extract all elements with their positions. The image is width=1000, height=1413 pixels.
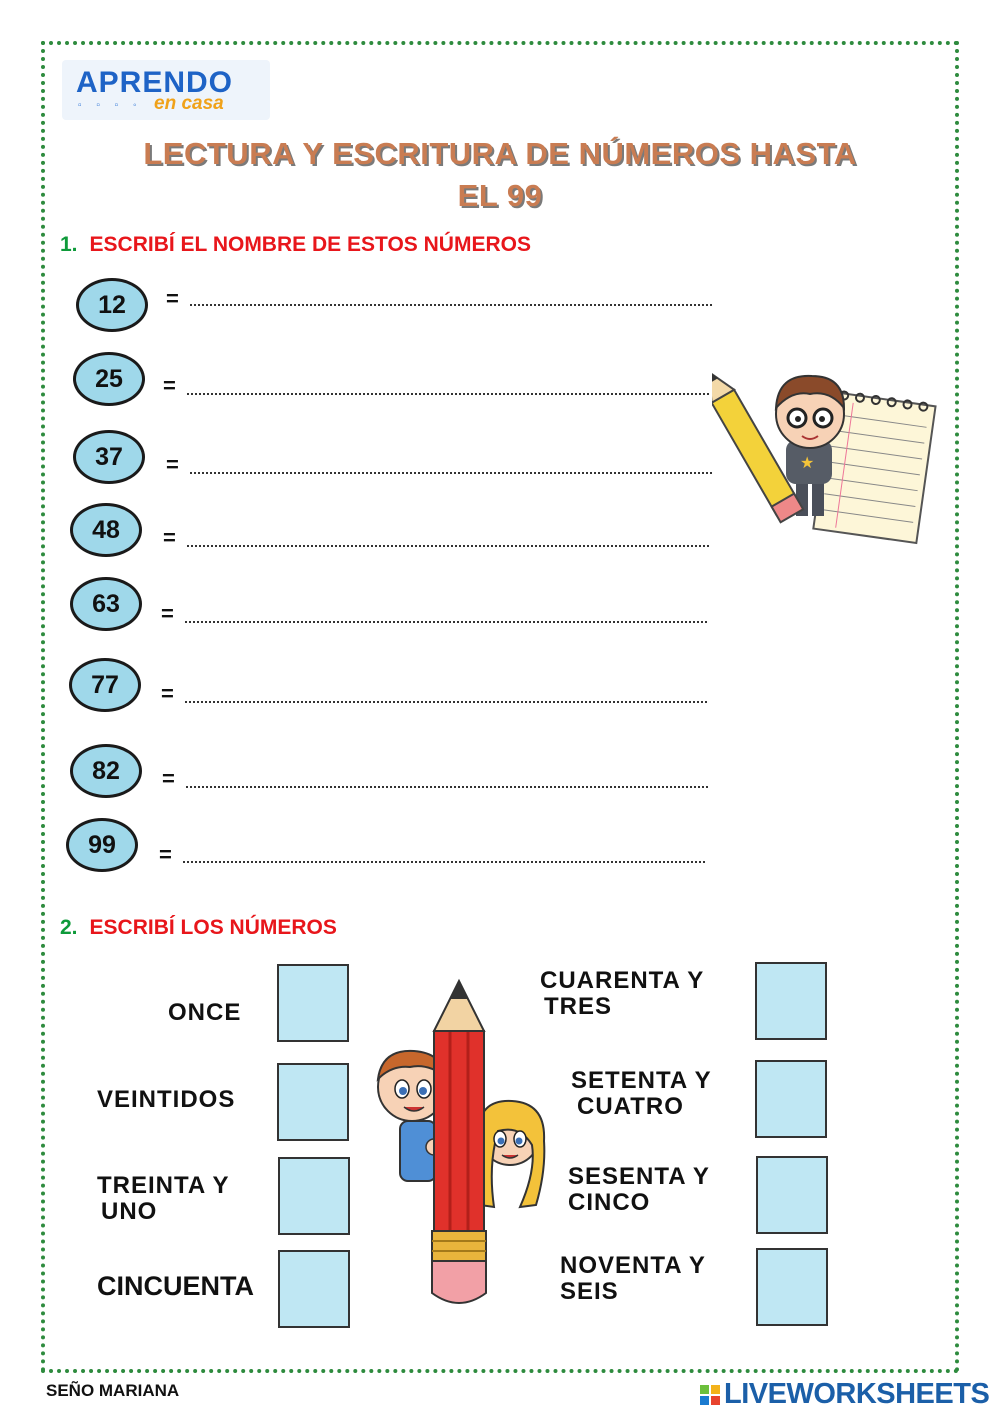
number-bubble-82: 82: [70, 744, 142, 798]
equals-sign: =: [163, 373, 176, 398]
answer-line-48[interactable]: [187, 545, 709, 547]
brand-text: LIVEWORKSHEETS: [724, 1378, 990, 1410]
answer-box-right-1[interactable]: [755, 962, 827, 1040]
answer-line-82[interactable]: [186, 786, 708, 788]
answer-box-left-2[interactable]: [277, 1063, 349, 1141]
kids-behind-pencil-illustration: [370, 975, 550, 1325]
word-line: CINCO: [568, 1189, 651, 1216]
number-bubble-25: 25: [73, 352, 145, 406]
number-bubble-37: 37: [73, 430, 145, 484]
answer-line-12[interactable]: [190, 304, 712, 306]
word-line: CUARENTA Y: [540, 967, 705, 994]
equals-sign: =: [161, 681, 174, 706]
logo-main-text: APRENDO: [76, 66, 234, 99]
section-2-heading: [60, 916, 337, 940]
word-line: SEIS: [560, 1278, 619, 1305]
number-bubble-77: 77: [69, 658, 141, 712]
section-1-label: ESCRIBÍ EL NOMBRE DE ESTOS NÚMEROS: [89, 233, 531, 256]
equals-sign: =: [166, 452, 179, 477]
answer-box-right-3[interactable]: [756, 1156, 828, 1234]
equals-sign: =: [162, 766, 175, 791]
word-line: TRES: [544, 993, 613, 1020]
equals-sign: =: [166, 286, 179, 311]
word-line: SESENTA Y: [568, 1163, 710, 1190]
word-right-4: [560, 1253, 706, 1305]
word-line: ONCE: [168, 999, 242, 1026]
answer-line-99[interactable]: [183, 861, 705, 863]
word-left-3: [97, 1173, 230, 1225]
answer-box-right-2[interactable]: [755, 1060, 827, 1138]
liveworksheets-brand: [700, 1378, 989, 1411]
equals-sign: =: [163, 525, 176, 550]
answer-box-left-1[interactable]: [277, 964, 349, 1042]
number-bubble-99: 99: [66, 818, 138, 872]
section-2-number: 2.: [60, 916, 78, 939]
word-right-1: [540, 968, 704, 1020]
liveworksheets-logo-icon: [700, 1385, 720, 1405]
number-bubble-12: 12: [76, 278, 148, 332]
page-title-line2: EL 99: [457, 178, 543, 213]
answer-box-right-4[interactable]: [756, 1248, 828, 1326]
answer-line-25[interactable]: [187, 393, 709, 395]
word-line: CINCUENTA: [97, 1271, 254, 1301]
aprendo-en-casa-logo: [62, 60, 270, 120]
svg-text:★: ★: [800, 453, 815, 472]
answer-box-left-3[interactable]: [278, 1157, 350, 1235]
word-right-2: [571, 1068, 712, 1120]
word-left-4: [97, 1273, 254, 1299]
author-name: SEÑO MARIANA: [46, 1381, 180, 1400]
word-line: NOVENTA Y: [560, 1252, 706, 1279]
number-bubble-48: 48: [70, 503, 142, 557]
word-line: UNO: [101, 1198, 158, 1225]
answer-line-63[interactable]: [185, 621, 707, 623]
answer-box-left-4[interactable]: [278, 1250, 350, 1328]
page-title-line1: LECTURA Y ESCRITURA DE NÚMEROS HASTA: [143, 136, 857, 171]
answer-line-37[interactable]: [190, 472, 712, 474]
section-1-number: 1.: [60, 233, 78, 256]
word-left-1: [168, 1000, 241, 1026]
word-line: TREINTA Y: [97, 1172, 230, 1199]
equals-sign: =: [161, 601, 174, 626]
answer-line-77[interactable]: [185, 701, 707, 703]
word-line: SETENTA Y: [571, 1067, 712, 1094]
word-line: CUATRO: [577, 1093, 684, 1120]
logo-sub-text: en casa: [154, 93, 224, 114]
word-line: VEINTIDOS: [97, 1086, 236, 1113]
logo-dots: ▫ ▫ ▫ ◦: [78, 100, 143, 111]
number-bubble-63: 63: [70, 577, 142, 631]
word-right-3: [568, 1164, 710, 1216]
section-1-heading: [60, 233, 531, 257]
word-left-2: [97, 1087, 235, 1113]
section-2-label: ESCRIBÍ LOS NÚMEROS: [89, 916, 337, 939]
boy-with-pencil-and-notebook-illustration: [712, 356, 940, 552]
equals-sign: =: [159, 842, 172, 867]
